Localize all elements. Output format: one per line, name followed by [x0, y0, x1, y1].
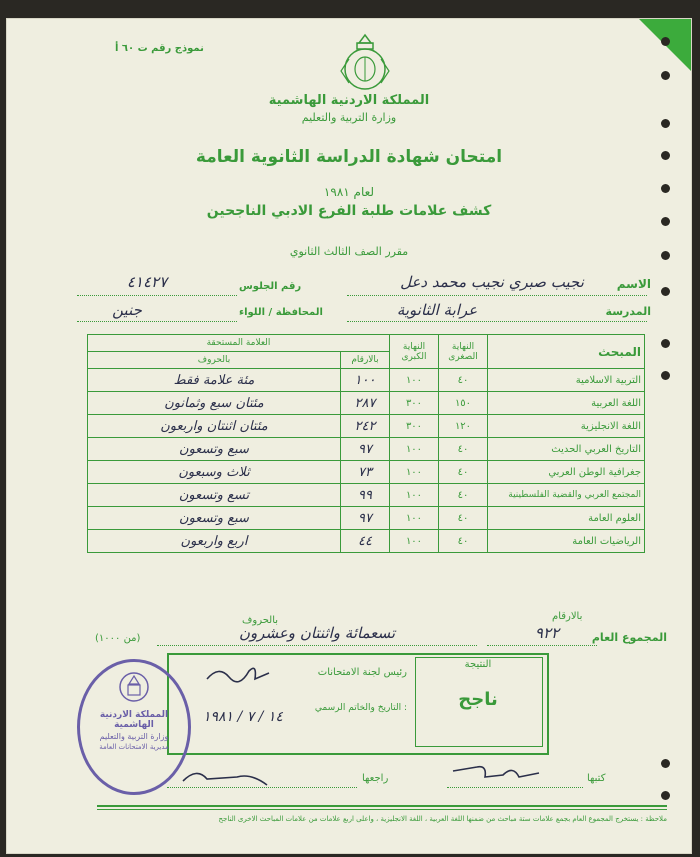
form-number: نموذج رقم ت ٦٠ أ — [115, 43, 204, 54]
punch-hole — [661, 37, 670, 46]
table-row — [88, 369, 645, 392]
district-name: جنين — [112, 301, 142, 319]
digits-cell: ٤٤ — [341, 530, 390, 553]
stamp-line: وزارة التربية والتعليم — [99, 732, 169, 741]
max-cell: ٣٠٠ — [390, 415, 439, 438]
min-cell: ٤٠ — [439, 484, 488, 507]
min-cell: ٤٠ — [439, 507, 488, 530]
subject-cell: اللغة العربية — [488, 392, 645, 415]
digits-cell: ٧٣ — [341, 461, 390, 484]
written-by-line — [447, 787, 583, 788]
table-row — [88, 461, 645, 484]
subject-cell: التربية الاسلامية — [488, 369, 645, 392]
seat-label: رقم الجلوس — [239, 281, 302, 292]
min-cell: ٤٠ — [439, 438, 488, 461]
punch-hole — [661, 339, 670, 348]
digits-cell: ٩٩ — [341, 484, 390, 507]
seat-number: ٤١٤٢٧ — [126, 273, 168, 291]
result-date: ١٤ / ٧ / ١٩٨١ — [203, 709, 283, 725]
school-label: المدرسة — [605, 305, 651, 318]
punch-hole — [661, 287, 670, 296]
ministry-name: وزارة التربية والتعليم — [301, 111, 397, 124]
total-label: المجموع العام — [591, 631, 667, 644]
max-cell: ١٠٠ — [390, 484, 439, 507]
total-words-line — [157, 645, 477, 646]
max-cell: ١٠٠ — [390, 461, 439, 484]
committee-label: رئيس لجنة الامتحانات — [317, 667, 407, 678]
min-cell: ٤٠ — [439, 461, 488, 484]
words-cell: تسع وتسعون — [88, 484, 341, 507]
stamp-crest-icon — [117, 670, 151, 704]
school-line — [347, 321, 647, 322]
exam-title: امتحان شهادة الدراسة الثانوية العامة — [195, 147, 503, 167]
reviewed-by-label: راجعها — [362, 773, 389, 784]
max-cell: ١٠٠ — [390, 507, 439, 530]
stamp-line: مديرية الامتحانات العامة — [99, 743, 169, 751]
min-header: النهاية الصغرى — [439, 335, 488, 369]
official-stamp — [77, 659, 191, 795]
subject-cell: جغرافية الوطن العربي — [488, 461, 645, 484]
words-cell: مئة علامة فقط — [88, 369, 341, 392]
total-digits-line — [487, 645, 597, 646]
table-row — [88, 392, 645, 415]
result-value: ناجح — [458, 689, 498, 710]
stamp-line: المملكة الاردنية الهاشمية — [99, 710, 169, 730]
school-name: عرابة الثانوية — [396, 301, 478, 319]
words-cell: مئتان سبع وثمانون — [88, 392, 341, 415]
footer-note: ملاحظة : يستخرج المجموع العام بجمع علامات ستة مباحث من ضمنها اللغة العربية ، اللغة الانجليزية ، واعلى اربع علامات من علامات المباحث الاخرى الناجح — [218, 815, 667, 823]
footer-divider-thin — [97, 809, 667, 810]
table-row — [88, 415, 645, 438]
punch-hole — [661, 71, 670, 80]
name-label: الاسم — [616, 277, 651, 291]
max-cell: ١٠٠ — [390, 369, 439, 392]
max-cell: ٣٠٠ — [390, 392, 439, 415]
student-name: نجيب صبري نجيب محمد دعل — [400, 273, 584, 291]
name-line — [347, 295, 647, 296]
date-stamp-label: التاريخ والخاتم الرسمي : — [314, 703, 407, 713]
committee-signature-icon — [203, 659, 273, 687]
seat-line — [77, 295, 237, 296]
class-label: مقرر الصف الثالث الثانوي — [289, 245, 409, 258]
digits-cell: ٢٤٢ — [341, 415, 390, 438]
min-cell: ١٥٠ — [439, 392, 488, 415]
year-label: لعام ١٩٨١ — [323, 185, 375, 199]
table-row — [88, 484, 645, 507]
earned-header: العلامة المستحقة — [88, 335, 390, 352]
subject-cell: الرياضيات العامة — [488, 530, 645, 553]
punch-hole — [661, 791, 670, 800]
words-cell: سبع وتسعون — [88, 507, 341, 530]
subject-cell: المجتمع العربي والقضية الفلسطينية — [488, 484, 645, 507]
marks-table — [87, 334, 645, 553]
digits-cell: ٩٧ — [341, 438, 390, 461]
digits-header: بالارقام — [341, 352, 390, 369]
min-cell: ٤٠ — [439, 369, 488, 392]
total-digits-label: بالارقام — [552, 611, 583, 622]
total-words: تسعمائة واثنتان وعشرون — [238, 624, 396, 642]
table-row — [88, 438, 645, 461]
certificate-paper — [6, 18, 692, 854]
words-cell: مئتان اثنتان واربعون — [88, 415, 341, 438]
words-header: بالحروف — [88, 352, 341, 369]
subject-cell: العلوم العامة — [488, 507, 645, 530]
min-cell: ٤٠ — [439, 530, 488, 553]
result-label: النتيجة — [464, 659, 492, 670]
digits-cell: ١٠٠ — [341, 369, 390, 392]
kingdom-name: المملكة الاردنية الهاشمية — [268, 93, 430, 108]
words-cell: اربع واربعون — [88, 530, 341, 553]
words-cell: سبع وتسعون — [88, 438, 341, 461]
digits-cell: ٩٧ — [341, 507, 390, 530]
max-cell: ١٠٠ — [390, 530, 439, 553]
total-words-label: بالحروف — [242, 615, 279, 626]
total-out-of: (من ١٠٠٠) — [95, 633, 141, 644]
digits-cell: ٢٨٧ — [341, 392, 390, 415]
min-cell: ١٢٠ — [439, 415, 488, 438]
max-header: النهاية الكبرى — [390, 335, 439, 369]
written-by-signature-icon — [447, 757, 547, 787]
subject-cell: التاريخ العربي الحديث — [488, 438, 645, 461]
written-by-label: كتبها — [587, 773, 606, 784]
footer-divider — [97, 805, 667, 807]
sheet-title: كشف علامات طلبة الفرع الادبي الناجحين — [206, 203, 492, 219]
district-label: المحافظة / اللواء — [239, 307, 323, 318]
punch-hole — [661, 759, 670, 768]
table-row — [88, 507, 645, 530]
words-cell: ثلاث وسبعون — [88, 461, 341, 484]
punch-hole — [661, 371, 670, 380]
district-line — [77, 321, 237, 322]
reviewed-by-signature-icon — [177, 763, 277, 791]
subject-header: المبحث — [488, 335, 645, 369]
total-digits: ٩٢٢ — [534, 624, 560, 642]
table-row — [88, 530, 645, 553]
max-cell: ١٠٠ — [390, 438, 439, 461]
jordan-crest-icon — [337, 31, 393, 95]
subject-cell: اللغة الانجليزية — [488, 415, 645, 438]
